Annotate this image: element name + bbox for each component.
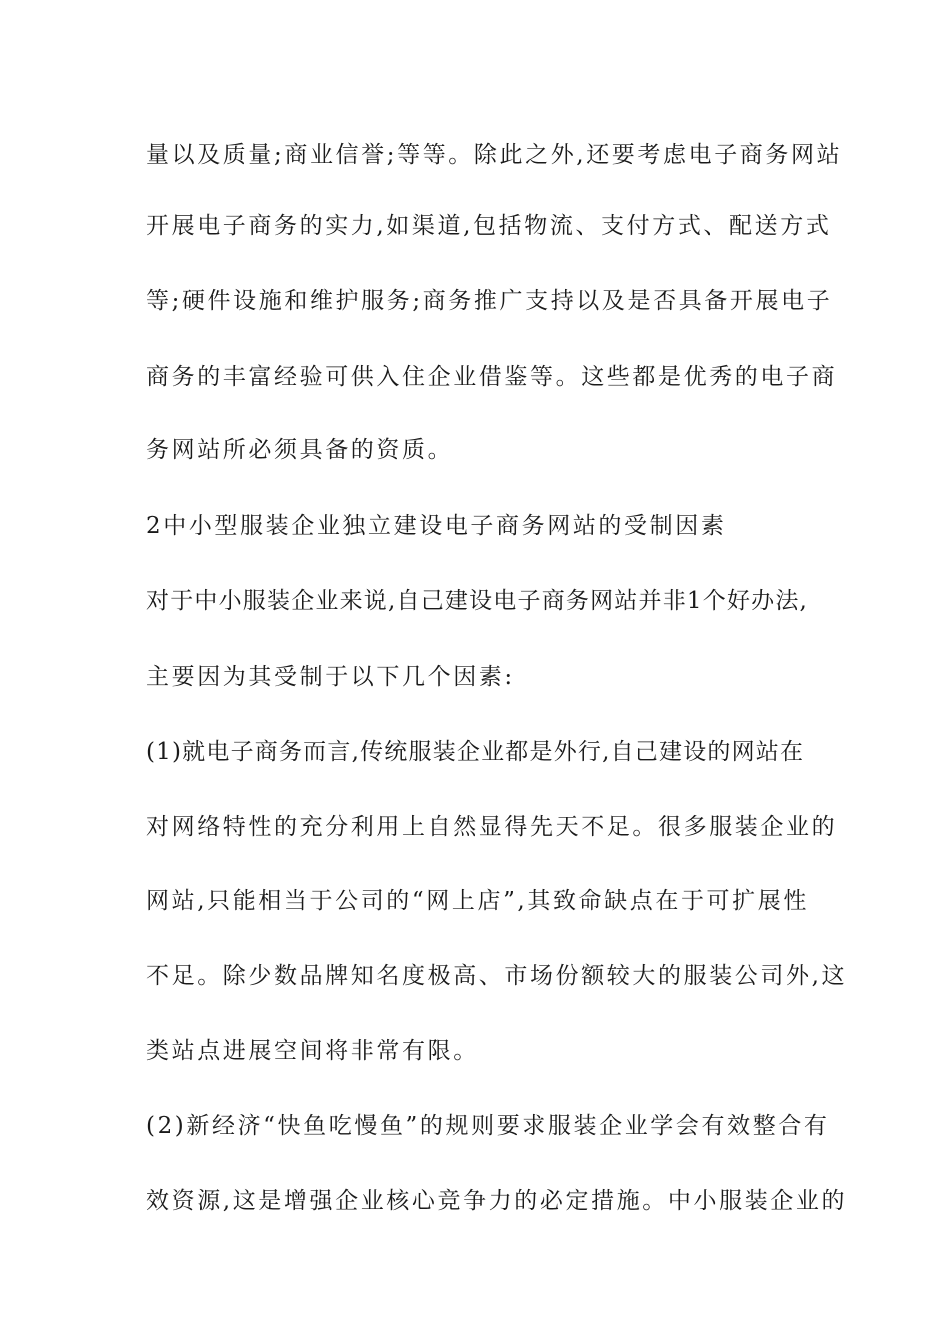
text-line: 对于中小服装企业来说,自己建设电子商务网站并非1个好办法, [146, 588, 809, 614]
text-line: 商务的丰富经验可供入住企业借鉴等。这些都是优秀的电子商 [146, 364, 838, 390]
text-line: 对网络特性的充分利用上自然显得先天不足。很多服装企业的 [146, 814, 838, 840]
text-line: 务网站所必须具备的资质。 [146, 437, 454, 463]
text-line: 开展电子商务的实力,如渠道,包括物流、支付方式、配送方式 [146, 213, 832, 239]
text-line: 网站,只能相当于公司的“网上店”,其致命缺点在于可扩展性 [146, 888, 809, 914]
text-line: 主要因为其受制于以下几个因素: [146, 664, 515, 690]
text-line: 量以及质量;商业信誉;等等。除此之外,还要考虑电子商务网站 [146, 142, 843, 168]
text-line: 不足。除少数品牌知名度极高、市场份额较大的服装公司外,这 [146, 963, 848, 989]
text-line: (1)就电子商务而言,传统服装企业都是外行,自己建设的网站在 [146, 739, 805, 765]
text-line: 类站点进展空间将非常有限。 [146, 1038, 479, 1064]
text-line: 效资源,这是增强企业核心竞争力的必定措施。中小服装企业的 [146, 1188, 848, 1214]
text-line: 等;硬件设施和维护服务;商务推广支持以及是否具备开展电子 [146, 288, 833, 314]
section-heading: 2中小型服装企业独立建设电子商务网站的受制因素 [146, 513, 727, 539]
text-line: (2)新经济“快鱼吃慢鱼”的规则要求服装企业学会有效整合有 [146, 1113, 830, 1139]
